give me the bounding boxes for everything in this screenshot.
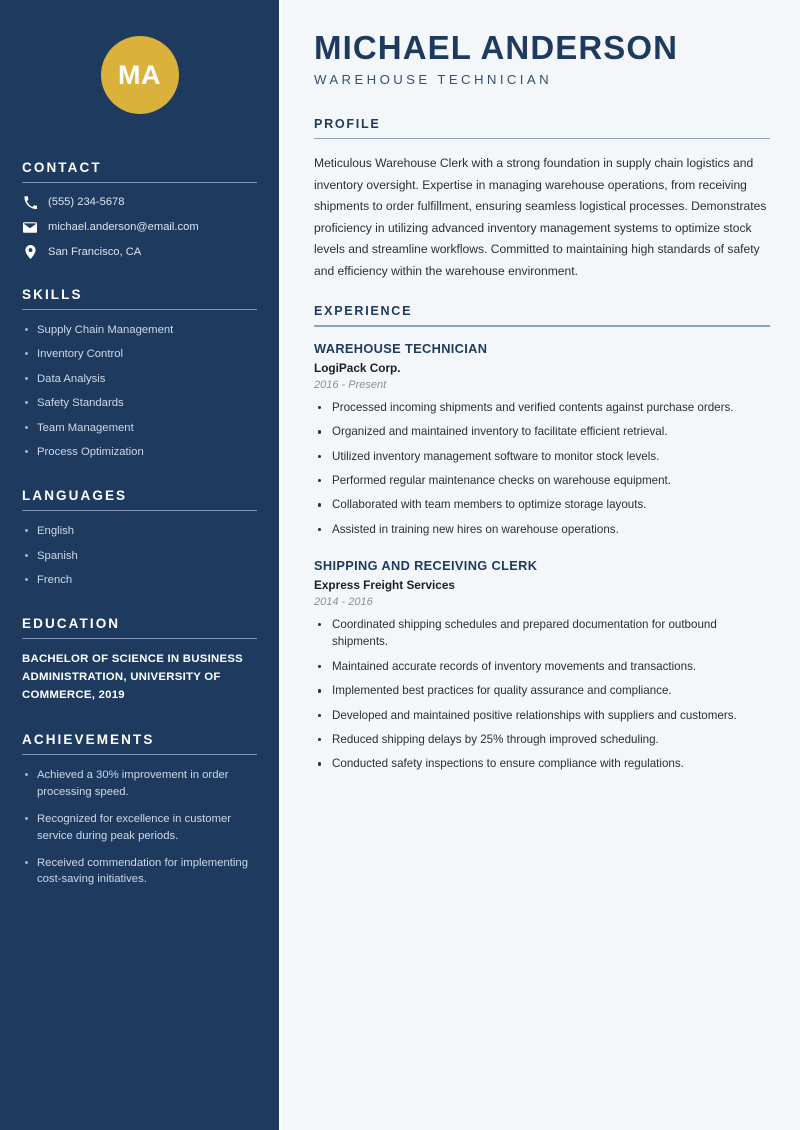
skills-section (22, 287, 257, 460)
profile-heading: PROFILE (314, 116, 381, 131)
main-content (279, 0, 800, 1130)
job-bullet-list (314, 399, 770, 538)
education-degree: BACHELOR OF SCIENCE IN BUSINESS ADMINISTRATION, UNIVERSITY OF COMMERCE, 2019 (22, 653, 244, 701)
experience-divider (314, 325, 770, 327)
contact-list (22, 195, 257, 259)
contact-item-location[interactable] (22, 245, 257, 259)
list-item: Organized and maintained inventory to facilitate efficient retrieval. (314, 423, 770, 440)
languages-divider (22, 510, 257, 511)
contact-item-phone[interactable] (22, 195, 257, 209)
languages-list (22, 523, 257, 588)
achievements-heading: ACHIEVEMENTS (22, 732, 155, 748)
list-item: Recognized for excellence in customer service during peak periods. (22, 811, 257, 844)
profile-text: Meticulous Warehouse Clerk with a strong foundation in supply chain logistics and inventory oversight. Expertise in managing warehouse operations, from receiving shipments to order fulfillment, ensuring seamless logistical processes. Demonstrates proficiency in utilizing advanced inventory management systems to optimize stock levels and streamline workflows. Committed to maintaining high standards of safety and efficiency within the warehouse environment. (314, 156, 767, 278)
experience-heading: EXPERIENCE (314, 304, 413, 319)
list-item: Assisted in training new hires on warehouse operations. (314, 521, 770, 538)
list-item: Coordinated shipping schedules and prepared documentation for outbound shipments. (314, 616, 770, 651)
list-item: Safety Standards (22, 395, 257, 411)
job-title: WAREHOUSE TECHNICIAN (314, 340, 488, 356)
languages-section (22, 488, 257, 588)
job-bullet-list (314, 616, 770, 773)
list-item: Implemented best practices for quality assurance and compliance. (314, 682, 770, 699)
avatar-container (22, 36, 257, 114)
skills-heading: SKILLS (22, 287, 83, 302)
contact-email-value: michael.anderson@email.com (48, 221, 199, 233)
skills-divider (22, 309, 257, 310)
list-item: Process Optimization (22, 444, 257, 460)
list-item: Achieved a 30% improvement in order processing speed. (22, 767, 257, 800)
experience-entry (314, 558, 770, 773)
job-company: Express Freight Services (314, 578, 455, 593)
list-item: Performed regular maintenance checks on warehouse equipment. (314, 472, 770, 489)
job-dates: 2014 - 2016 (314, 596, 373, 609)
envelope-icon (22, 220, 38, 234)
job-subtitle: WAREHOUSE TECHNICIAN (314, 71, 552, 87)
location-pin-icon (22, 245, 38, 259)
job-dates: 2016 - Present (314, 378, 387, 391)
skills-list (22, 322, 257, 460)
list-item: Reduced shipping delays by 25% through improved scheduling. (314, 731, 770, 748)
job-company: LogiPack Corp. (314, 360, 401, 375)
profile-divider (314, 138, 770, 140)
list-item: Developed and maintained positive relationships with suppliers and customers. (314, 707, 770, 724)
list-item: Spanish (22, 548, 257, 564)
contact-item-email[interactable] (22, 220, 257, 234)
list-item: French (22, 572, 257, 588)
list-item: Utilized inventory management software to monitor stock levels. (314, 448, 770, 465)
list-item: Team Management (22, 420, 257, 436)
list-item: Data Analysis (22, 371, 257, 387)
contact-location-value: San Francisco, CA (48, 246, 142, 258)
list-item: Supply Chain Management (22, 322, 257, 338)
list-item: Processed incoming shipments and verified contents against purchase orders. (314, 399, 770, 416)
achievements-divider (22, 754, 257, 755)
experience-entry (314, 341, 770, 538)
list-item: Received commendation for implementing cost-saving initiatives. (22, 855, 257, 888)
contact-phone-value: (555) 234-5678 (48, 196, 125, 208)
phone-icon (22, 195, 38, 209)
education-heading: EDUCATION (22, 616, 121, 632)
education-section (22, 616, 257, 704)
list-item: Collaborated with team members to optimize storage layouts. (314, 496, 770, 513)
experience-section (314, 304, 770, 773)
education-divider (22, 638, 257, 639)
contact-heading: CONTACT (22, 160, 102, 175)
list-item: Conducted safety inspections to ensure compliance with regulations. (314, 755, 770, 772)
list-item: Maintained accurate records of inventory movements and transactions. (314, 658, 770, 675)
profile-section (314, 117, 770, 283)
job-title: SHIPPING AND RECEIVING CLERK (314, 558, 538, 574)
list-item: Inventory Control (22, 346, 257, 362)
avatar-initials: MA (101, 36, 179, 114)
achievements-section (22, 732, 257, 887)
languages-heading: LANGUAGES (22, 488, 128, 504)
sidebar (0, 0, 279, 1130)
contact-section (22, 160, 257, 259)
contact-divider (22, 182, 257, 183)
page-title: MICHAEL ANDERSON (314, 29, 679, 66)
achievements-list (22, 767, 257, 887)
list-item: English (22, 523, 257, 539)
